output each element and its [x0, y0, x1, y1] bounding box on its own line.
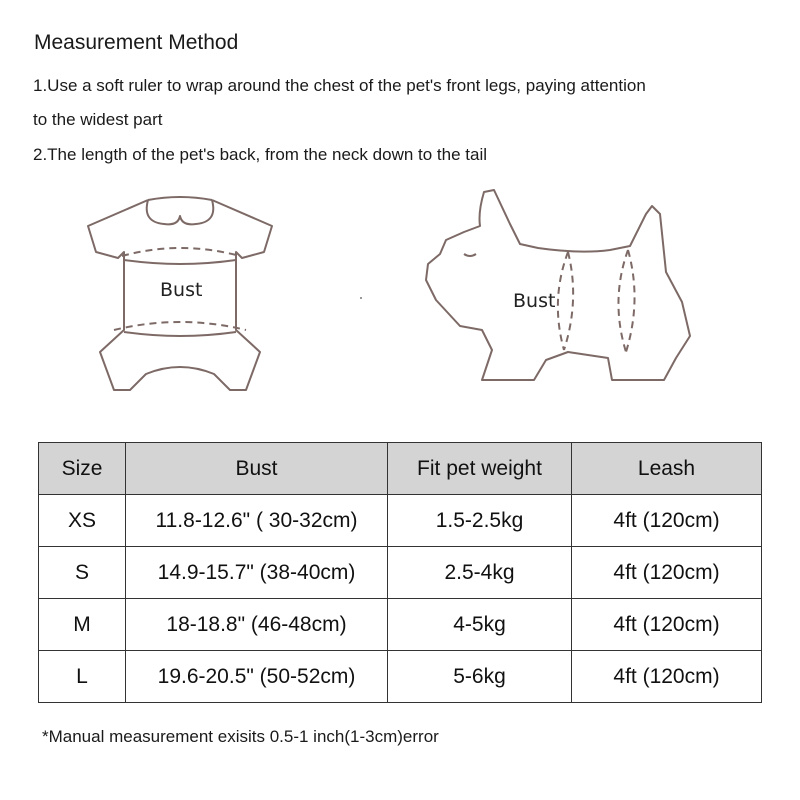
cell-size: XS — [39, 495, 126, 547]
header-fit-pet-weight: Fit pet weight — [388, 443, 572, 495]
table-row — [39, 495, 762, 547]
garment-outline-icon — [80, 190, 280, 402]
instruction-step-1: 1.Use a soft ruler to wrap around the chest of the pet's front legs, paying attention — [33, 76, 646, 95]
cell-bust: 11.8-12.6" ( 30-32cm) — [126, 495, 388, 547]
instruction-step-1-continued: to the widest part — [33, 110, 163, 129]
header-size: Size — [39, 443, 126, 495]
measurement-title: Measurement Method — [34, 31, 239, 54]
stray-dot — [360, 297, 362, 299]
cell-weight: 4-5kg — [388, 599, 572, 651]
header-leash: Leash — [572, 443, 762, 495]
cell-size: S — [39, 547, 126, 599]
cell-bust: 18-18.8" (46-48cm) — [126, 599, 388, 651]
cell-weight: 1.5-2.5kg — [388, 495, 572, 547]
instruction-step-2: 2.The length of the pet's back, from the neck down to the tail — [33, 145, 488, 164]
cell-bust: 14.9-15.7" (38-40cm) — [126, 547, 388, 599]
cell-weight: 2.5-4kg — [388, 547, 572, 599]
table-row — [39, 599, 762, 651]
measurement-error-note: *Manual measurement exisits 0.5-1 inch(1-3cm)error — [42, 727, 439, 746]
header-bust: Bust — [126, 443, 388, 495]
cell-size: M — [39, 599, 126, 651]
cell-leash: 4ft (120cm) — [572, 495, 762, 547]
cell-bust: 19.6-20.5" (50-52cm) — [126, 651, 388, 703]
cell-leash: 4ft (120cm) — [572, 651, 762, 703]
cell-leash: 4ft (120cm) — [572, 547, 762, 599]
dog-illustration — [420, 184, 700, 390]
cell-weight: 5-6kg — [388, 651, 572, 703]
size-chart-table — [38, 442, 762, 703]
table-row — [39, 651, 762, 703]
cell-size: L — [39, 651, 126, 703]
garment-bust-label: Bust — [160, 279, 203, 301]
table-header-row — [39, 443, 762, 495]
table-row — [39, 547, 762, 599]
garment-illustration — [80, 190, 280, 402]
dog-outline-icon — [420, 184, 700, 390]
cell-leash: 4ft (120cm) — [572, 599, 762, 651]
dog-bust-label: Bust — [513, 290, 556, 312]
